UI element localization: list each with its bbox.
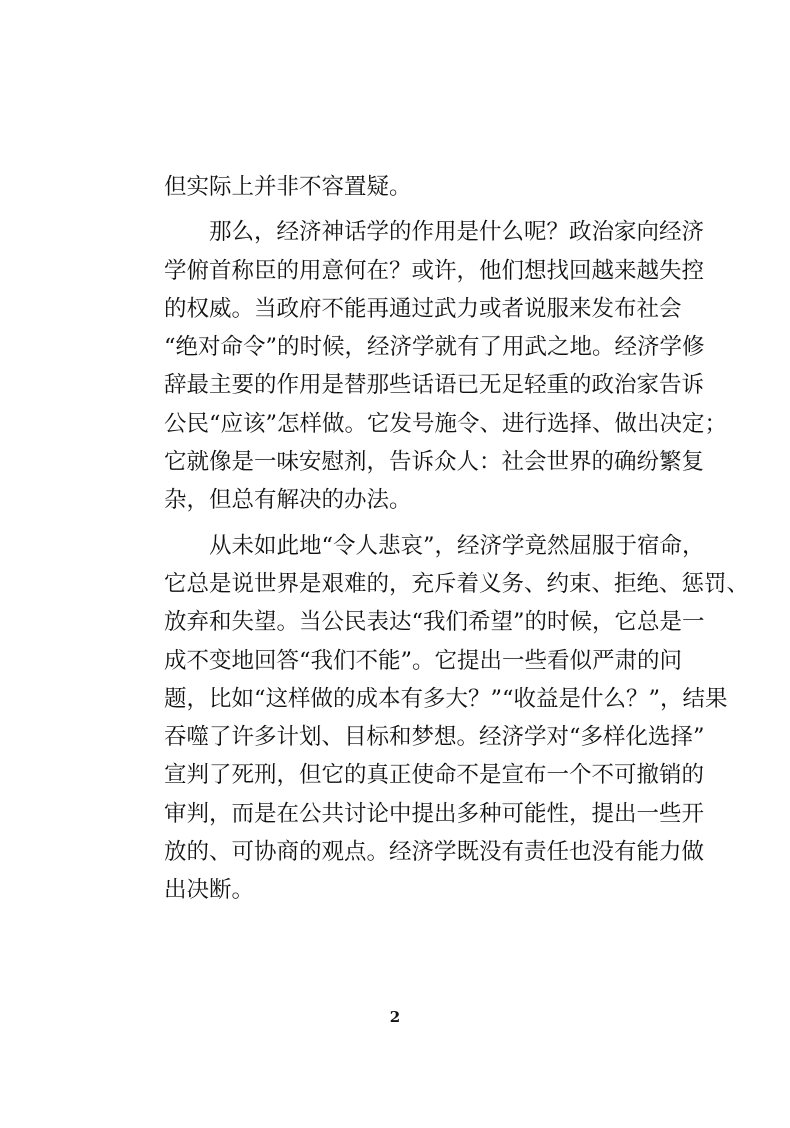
text-line: 的权威。当政府不能再通过武力或者说服来发布社会: [164, 295, 682, 322]
text-line: 题，比如“这样做的成本有多大？”“收益是什么？”，结果: [164, 685, 728, 712]
paragraph-3: [164, 527, 750, 910]
body-text: [164, 168, 750, 910]
text-line: 学俯首称臣的用意何在？或许，他们想找回越来越失控: [164, 257, 705, 284]
text-line: 宣判了死刑，但它的真正使命不是宣布一个不可撤销的: [164, 762, 705, 789]
text-line: 从未如此地“令人悲哀”，经济学竟然屈服于宿命，: [209, 532, 705, 559]
text-line: 那么，经济神话学的作用是什么呢？政治家向经济: [209, 219, 705, 246]
text-line: 审判，而是在公共讨论中提出多种可能性，提出一些开: [164, 800, 705, 827]
text-line: 成不变地回答“我们不能”。它提出一些看似严肃的问: [164, 647, 683, 674]
text-line: 吞噬了许多计划、目标和梦想。经济学对“多样化选择”: [164, 724, 705, 751]
text-line: 放的、可协商的观点。经济学既没有责任也没有能力做: [164, 839, 705, 866]
text-line: 出决断。: [164, 877, 255, 904]
page-number: 2: [389, 1008, 401, 1026]
text-line: 它就像是一味安慰剂，告诉众人：社会世界的确纷繁复: [164, 449, 705, 476]
text-line: 公民“应该”怎样做。它发号施令、进行选择、做出决定；: [164, 410, 728, 437]
text-line: 放弃和失望。当公民表达“我们希望”的时候，它总是一: [164, 609, 705, 636]
text-line: “绝对命令”的时候，经济学就有了用武之地。经济学修: [164, 334, 705, 361]
text-line: 它总是说世界是艰难的，充斥着义务、约束、拒绝、惩罚、: [164, 570, 750, 597]
paragraph-2: [164, 213, 728, 519]
text-line: 辞最主要的作用是替那些话语已无足轻重的政治家告诉: [164, 372, 705, 399]
text-line: 杂，但总有解决的办法。: [164, 487, 412, 514]
text-line: 但实际上并非不容置疑。: [164, 174, 412, 200]
paragraph-1: [164, 168, 644, 206]
